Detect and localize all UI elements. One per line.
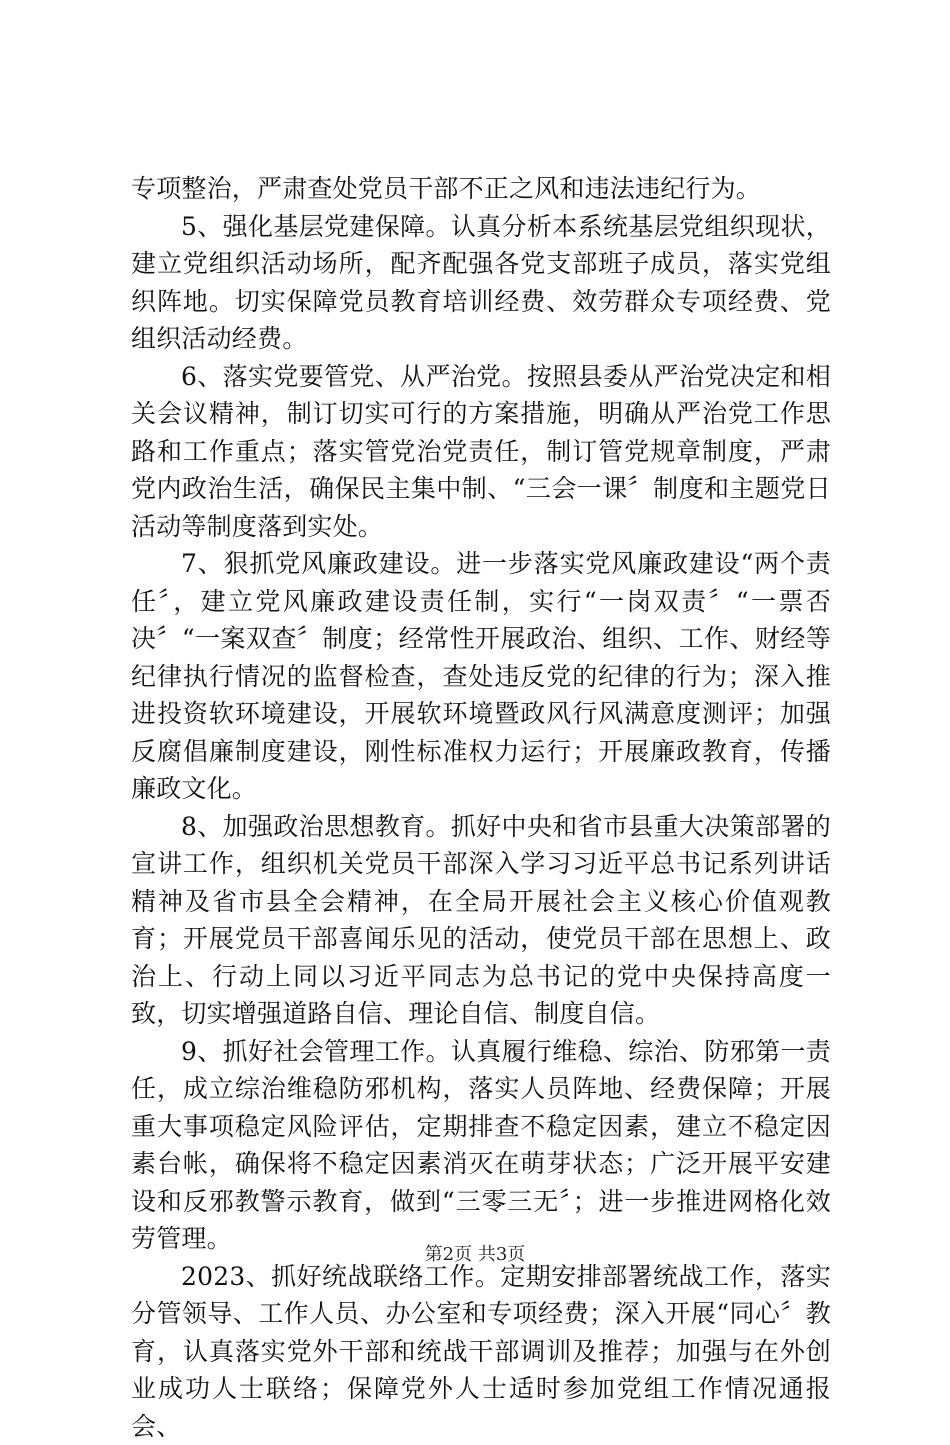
paragraph-item-7: 7、狠抓党风廉政建设。进一步落实党风廉政建设“两个责任〞，建立党风廉政建设责任制，实行“一岗双责〞“一票否决〞“一案双查〞制度；经常性开展政治、组织、工作、财经等纪律执行情况的监督检查，查处违反党的纪律的行为；深入推进投资软环境建设，开展软环境暨政风行风满意度测评；加强反腐倡廉制度建设，刚性标准权力运行；开展廉政教育，传播廉政文化。 bbox=[131, 545, 831, 808]
page-footer bbox=[0, 1244, 950, 1266]
paragraph-item-9: 9、抓好社会管理工作。认真履行维稳、综治、防邪第一责任，成立综治维稳防邪机构，落实人员阵地、经费保障；开展重大事项稳定风险评估，定期排查不稳定因素，建立不稳定因素台帐，确保将不稳定因素消灭在萌芽状态；广泛开展平安建设和反邪教警示教育，做到“三零三无〞；进一步推进网格化效劳管理。 bbox=[131, 1033, 831, 1258]
paragraph-item-8: 8、加强政治思想教育。抓好中央和省市县重大决策部署的宣讲工作，组织机关党员干部深入学习习近平总书记系列讲话精神及省市县全会精神，在全局开展社会主义核心价值观教育；开展党员干部喜闻乐见的活动，使党员干部在思想上、政治上、行动上同以习近平同志为总书记的党中央保持高度一致，切实增强道路自信、理论自信、制度自信。 bbox=[131, 808, 831, 1033]
paragraph-item-6: 6、落实党要管党、从严治党。按照县委从严治党决定和相关会议精神，制订切实可行的方案措施，明确从严治党工作思路和工作重点；落实管党治党责任，制订管党规章制度，严肃党内政治生活，确保民主集中制、“三会一课〞制度和主题党日活动等制度落到实处。 bbox=[131, 358, 831, 546]
paragraph-item-10: 2023、抓好统战联络工作。定期安排部署统战工作，落实分管领导、工作人员、办公室和专项经费；深入开展“同心〞教育，认真落实党外干部和统战干部调训及推荐；加强与在外创业成功人士联络；保障党外人士适时参加党组工作情况通报会、 bbox=[131, 1258, 831, 1445]
page-number-label: 第2页 共3页 bbox=[425, 1244, 526, 1265]
paragraph-continuation: 专项整治，严肃查处党员干部不正之风和违法违纪行为。 bbox=[131, 170, 831, 208]
paragraph-item-5: 5、强化基层党建保障。认真分析本系统基层党组织现状，建立党组织活动场所，配齐配强各党支部班子成员，落实党组织阵地。切实保障党员教育培训经费、效劳群众专项经费、党组织活动经费。 bbox=[131, 208, 831, 358]
